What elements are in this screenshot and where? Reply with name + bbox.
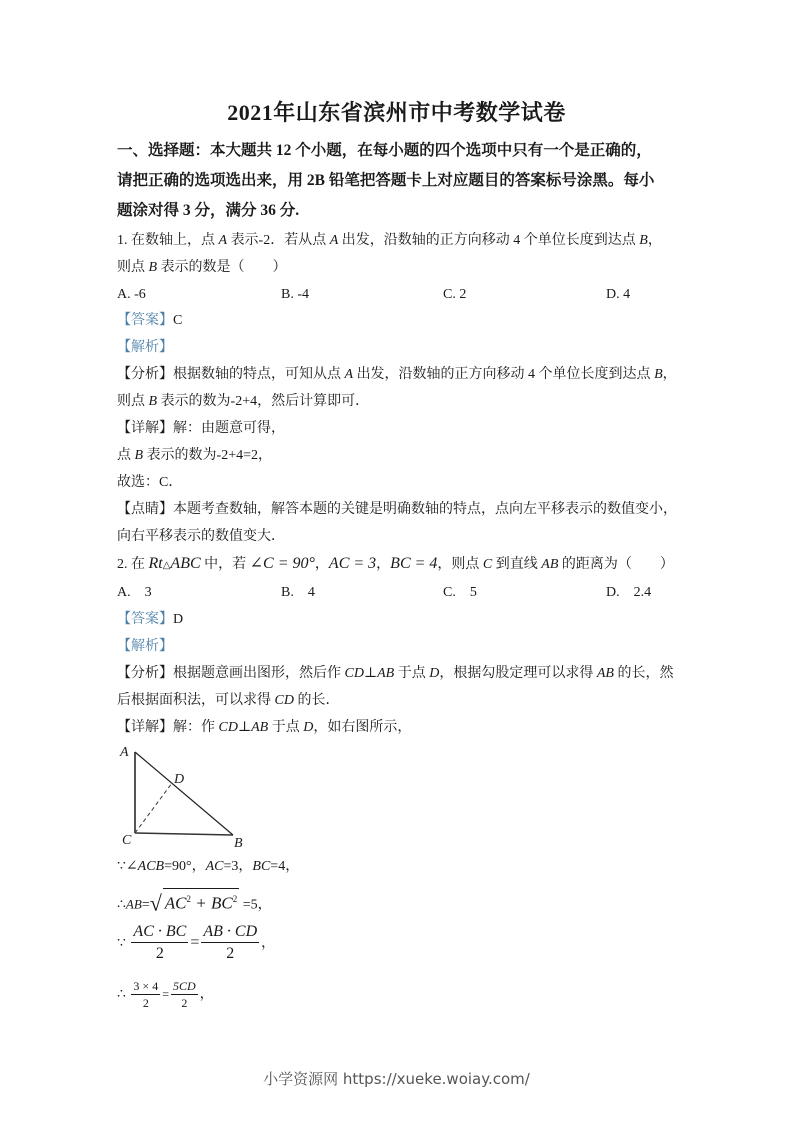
text: =3， [223,859,253,874]
page-title: 2021年山东省滨州市中考数学试卷 [227,100,566,125]
text: 出发，沿数轴的正方向移动 4 个单位长度到达点 [353,367,655,382]
var: AB [251,720,269,735]
q2-option-c: C. 5 [443,585,477,600]
var: B [134,448,144,463]
text: 点 [117,448,135,463]
q2-option-a: A. 3 [117,585,152,600]
text: ， [261,936,276,951]
q2-answer [117,611,183,629]
text: 到直线 [492,557,542,572]
q2-step2 [117,888,272,919]
text: 2. 在 [117,557,149,572]
q1-stem-line1 [117,232,662,250]
text: 的长． [293,693,340,708]
var: B [148,260,158,275]
q2-fenxi-line1 [117,665,673,683]
answer-tag: 【答案】 [117,313,173,328]
denominator: 2 [226,945,235,963]
answer-value: D [173,612,184,627]
q1-xiangjie-line1 [117,420,285,438]
var: AB [541,557,559,572]
answer-tag: 【答案】 [117,612,173,627]
therefore-symbol: ∴ [117,897,126,913]
section-heading-line: 请把正确的选项选出来，用 2B 铅笔把答题卡上对应题目的答案标号涂黑。每小 [117,172,655,189]
text: ， [662,367,677,382]
q2-analysis-tag [117,638,173,656]
because-symbol: ∵ [117,936,126,951]
triangle-figure [110,740,260,855]
triangle-symbol: △ [162,560,171,571]
q2-step1 [117,858,299,876]
var: CD [344,666,364,681]
q1-analysis-tag [117,339,173,357]
q1-dianjing-line2: 向右平移表示的数值变大． [117,529,285,544]
label-c: C [122,833,132,848]
equals: = [162,987,169,1001]
text: 的长，然 [613,666,674,681]
var: ACB [137,859,165,874]
fraction [171,979,198,1011]
fenxi-tag: 【分析】 [117,367,173,382]
text: 则点 [117,394,149,409]
perp-symbol: ⊥ [363,666,378,681]
math: BC = 4 [390,555,438,572]
because-symbol: ∵ [117,859,126,874]
numerator: 3 × 4 [133,978,159,993]
text: =4， [270,859,300,874]
q2-stem [117,555,674,575]
text: ， [314,557,329,572]
fraction [131,979,160,1011]
text: 本题考查数轴，解答本题的关键是明确数轴的特点，点向左平移表示的数值变小， [173,502,677,517]
text: =90°， [164,859,206,874]
text: ，如右图所示， [313,720,412,735]
text: 于点 [268,720,304,735]
var: C [482,557,493,572]
therefore-symbol: ∴ [117,987,126,1002]
q2-xiangjie-line1 [117,719,411,737]
text: ，则点 [437,557,483,572]
var: + BC [191,893,233,913]
q1-option-a: A. -6 [117,287,146,302]
equals: = [190,934,200,951]
text: 根据题意画出图形，然后作 [173,666,345,681]
answer-value: C [173,313,183,328]
q2-option-d: D. 2.4 [606,585,652,600]
q1-xiangjie-line3: 故选：C． [117,475,183,490]
text: 于点 [394,666,430,681]
var: AC [164,893,187,913]
q1-option-b: B. -4 [281,287,309,302]
label-d: D [174,772,185,787]
fenxi-tag: 【分析】 [117,666,173,681]
text: 解：由题意可得， [173,421,285,436]
q1-fenxi-line1 [117,366,677,384]
text: 根据数轴的特点，可知从点 [173,367,345,382]
xiangjie-tag: 【详解】 [117,720,173,735]
text: ，根据勾股定理可以求得 [439,666,597,681]
sqrt-body [163,888,239,914]
denominator: 2 [142,995,149,1010]
altitude-cd [135,783,172,833]
math: ∠C = 90° [249,555,315,572]
q2-option-b: B. 4 [281,585,315,600]
var: BC [252,859,271,874]
label-b: B [234,836,243,851]
text: 中，若 [200,557,250,572]
q1-dianjing-line1 [117,501,677,519]
var: A [329,233,339,248]
text: 解：作 [173,720,219,735]
var: A [344,367,354,382]
text: 出发，沿数轴的正方向移动 4 个单位长度到达点 [338,233,640,248]
perp-symbol: ⊥ [237,720,252,735]
section-heading-line: 一、选择题：本大题共 12 个小题，在每小题的四个选项中只有一个是正确的， [117,142,652,159]
var: CD [274,693,294,708]
text: = [141,897,150,913]
text: ， [376,557,391,572]
numerator: AB · CD [201,922,259,943]
text: ， [199,987,214,1002]
section-heading-line: 题涂对得 3 分，满分 36 分. [117,202,300,219]
denominator: 2 [155,945,164,963]
analysis-tag: 【解析】 [117,340,173,355]
q2-step3 [117,920,275,967]
text: 表示的数为-2+4，然后计算即可． [157,394,370,409]
text: 表示的数为-2+4=2， [143,448,273,463]
section-heading [117,136,677,226]
angle-symbol: ∠ [125,859,138,874]
var: D [303,720,314,735]
exponent: 2 [186,894,192,904]
var: CD [218,720,238,735]
q2-fenxi-line2 [117,692,339,710]
var: AB [125,896,142,912]
math: AC = 3 [328,555,377,572]
var: ABC [170,555,201,572]
side-ab [135,752,233,835]
var: AC [205,859,224,874]
dianjing-tag: 【点睛】 [117,502,173,517]
text: =5， [239,897,272,913]
xiangjie-tag: 【详解】 [117,421,173,436]
var: B [639,233,648,248]
q1-answer [117,312,182,330]
text: ， [647,233,662,248]
text: 表示-2．若从点 [227,233,330,248]
q1-xiangjie-line2 [117,447,272,465]
footer-watermark: 小学资源网 https://xueke.woiay.com/ [263,1070,530,1088]
text: 表示的数是（ ） [157,260,287,275]
exponent: 2 [232,894,238,904]
var: Rt [148,555,163,572]
denominator: 2 [181,995,188,1010]
fraction [201,922,259,965]
var: A [218,233,228,248]
q1-option-d: D. 4 [606,287,631,302]
side-cb [135,833,233,835]
analysis-tag: 【解析】 [117,639,173,654]
text: 1. 在数轴上，点 [117,233,219,248]
var: D [429,666,440,681]
label-a: A [120,745,129,760]
q1-fenxi-line2 [117,393,369,411]
text: 后根据面积法，可以求得 [117,693,275,708]
q2-step4 [117,976,214,1013]
q1-stem-line2 [117,259,287,277]
fraction [131,922,188,965]
sqrt-symbol: √ [149,890,162,916]
var: AB [377,666,395,681]
q1-option-c: C. 2 [443,287,467,302]
numerator: 5CD [172,978,196,993]
text: 则点 [117,260,149,275]
text: 的距离为（ ） [558,557,674,572]
numerator: AC · BC [131,922,188,943]
var: AB [596,666,614,681]
var: B [654,367,663,382]
var: B [148,394,158,409]
